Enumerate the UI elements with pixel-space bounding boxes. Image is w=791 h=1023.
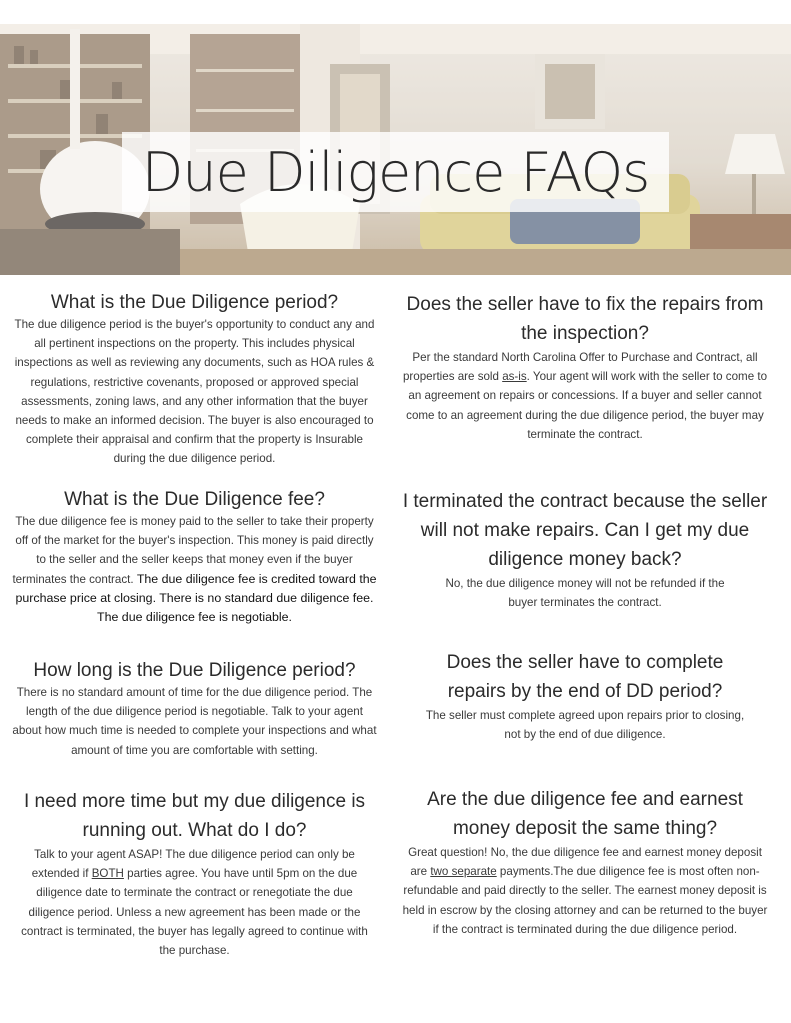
faq-answer-underline: as-is (502, 370, 527, 384)
faq-question: How long is the Due Diligence period? (33, 660, 356, 681)
page-title: Due Diligence FAQs (141, 140, 650, 204)
hero-image (0, 24, 791, 275)
faq-answer-text: The due diligence fee is money paid to the seller to take their property off of the market for the buyer's inspection. This money is paid directly to the seller and the seller keeps that money even if the buyer terminates the contract. (12, 515, 374, 586)
faq-answer-text: Talk to your agent ASAP! The due diligence period can only be extended if (31, 848, 355, 881)
faq-question: Are the due diligence fee and earnest money deposit the same thing? (427, 789, 743, 839)
title-banner (122, 132, 669, 212)
faq-answer (12, 845, 377, 960)
faq-answer (402, 348, 768, 444)
faq-question: I terminated the contract because the seller will not make repairs. Can I get my due diligence money back? (402, 491, 768, 570)
faq-answer (12, 512, 377, 627)
faq-item (402, 290, 768, 444)
faq-question: Does the seller have to complete repairs by the end of DD period? (446, 652, 724, 702)
faq-answer-text: parties agree. You have until 5pm on the due diligence date to terminate the contract or renegotiate the due diligence period. Unless a new agreement has been made or the contract is terminated, the buyer has legally agreed to continue with the purchase. (21, 867, 368, 958)
faq-answer-underline: BOTH (91, 867, 124, 881)
faq-item (12, 787, 377, 960)
faq-item (402, 785, 768, 939)
faq-question: What is the Due Diligence fee? (64, 489, 325, 510)
faq-answer: No, the due diligence money will not be refunded if the buyer terminates the contract. (445, 577, 725, 610)
faq-answer-text: Great question! No, the due diligence fee and earnest money deposit are (408, 846, 762, 879)
faq-item (12, 487, 377, 627)
faq-answer-text: payments.The due diligence fee is most often non-refundable and paid directly to the seller. The earnest money deposit is held in escrow by the closing attorney and can be returned to the buyer if the contract is terminated during the due diligence period. (402, 865, 768, 936)
faq-answer: The due diligence period is the buyer's opportunity to conduct any and all pertinent inspections on the property. This includes physical inspections as well as reviewing any documents, such as HOA rules & regulations, restrictive covenants, proposed or approved special assessments, zoning laws, and any other information that the buyer needs to make an informed decision. The buyer is also encouraged to complete their appraisal and confirm that the property is Insurable during the due diligence period. (14, 318, 375, 466)
faq-question: I need more time but my due diligence is running out. What do I do? (23, 791, 366, 841)
faq-answer-underline: two separate (430, 865, 497, 879)
faq-item (402, 487, 768, 612)
faq-question: Does the seller have to fix the repairs from the inspection? (406, 294, 764, 344)
faq-answer: There is no standard amount of time for the due diligence period. The length of the due diligence period is negotiable. Talk to your agent about how much time is needed to complete your inspections and what amount of time you are comfortable with setting. (12, 686, 377, 757)
faq-question: What is the Due Diligence period? (50, 292, 339, 313)
faq-item (12, 290, 377, 469)
faq-answer: The seller must complete agreed upon repairs prior to closing, not by the end of due diligence. (425, 709, 745, 742)
faq-answer-text: Per the standard North Carolina Offer to Purchase and Contract, all properties are sold (402, 351, 758, 384)
faq-answer-text: . Your agent will work with the seller to come to an agreement on repairs or concessions. If a buyer and seller cannot come to an agreement during the due diligence period, the buyer may terminate the contract. (406, 370, 768, 441)
faq-answer (402, 843, 768, 939)
faq-item (402, 648, 768, 744)
faq-item (12, 658, 377, 760)
faq-answer-emphasis: The due diligence fee is credited toward the purchase price at closing. There is no standard due diligence fee. The due diligence fee is negotiable. (15, 571, 377, 625)
